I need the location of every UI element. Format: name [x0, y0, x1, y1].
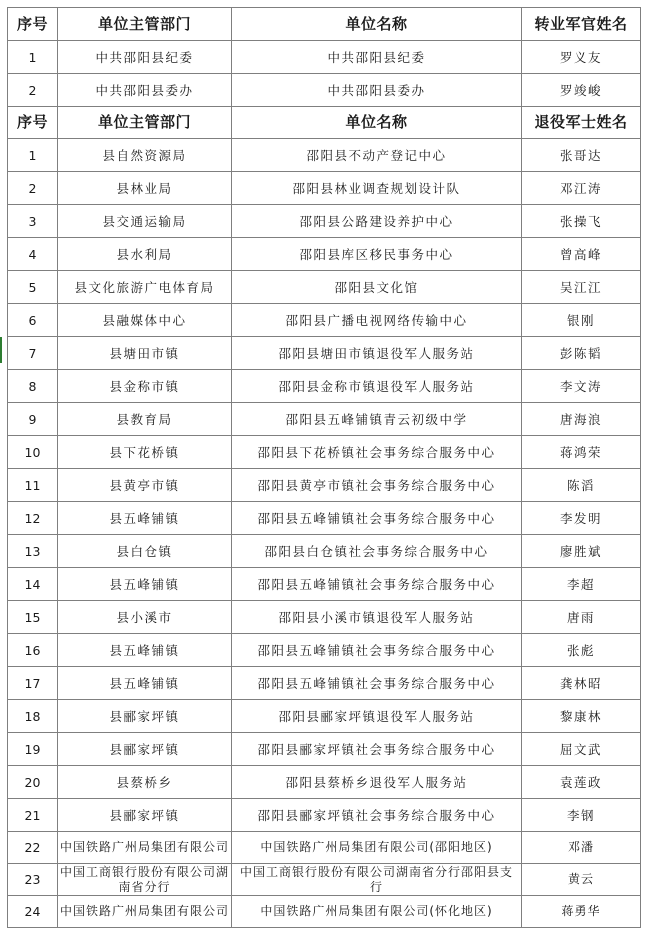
seq-cell: 1 — [8, 139, 58, 172]
unit-cell: 中共邵阳县纪委 — [232, 41, 522, 74]
seq-cell: 6 — [8, 304, 58, 337]
name-cell: 李发明 — [522, 502, 641, 535]
table-row — [8, 304, 641, 337]
dept-cell: 中国铁路广州局集团有限公司 — [58, 832, 232, 864]
seq-cell: 1 — [8, 41, 58, 74]
dept-cell: 县小溪市 — [58, 601, 232, 634]
unit-cell: 邵阳县库区移民事务中心 — [232, 238, 522, 271]
unit-cell: 邵阳县公路建设养护中心 — [232, 205, 522, 238]
table-row — [8, 469, 641, 502]
table-row — [8, 568, 641, 601]
name-cell: 李文涛 — [522, 370, 641, 403]
name-cell: 黄云 — [522, 864, 641, 896]
dept-cell: 县塘田市镇 — [58, 337, 232, 370]
seq-cell: 11 — [8, 469, 58, 502]
seq-cell: 4 — [8, 238, 58, 271]
header-unit: 单位名称 — [232, 107, 522, 139]
table-row — [8, 634, 641, 667]
table-row — [8, 502, 641, 535]
table-row — [8, 799, 641, 832]
unit-cell: 邵阳县郦家坪镇社会事务综合服务中心 — [232, 733, 522, 766]
name-cell: 邓江涛 — [522, 172, 641, 205]
seq-cell: 14 — [8, 568, 58, 601]
name-cell: 彭陈韬 — [522, 337, 641, 370]
dept-cell: 县金称市镇 — [58, 370, 232, 403]
seq-cell: 9 — [8, 403, 58, 436]
unit-cell: 邵阳县不动产登记中心 — [232, 139, 522, 172]
name-cell: 廖胜斌 — [522, 535, 641, 568]
seq-cell: 10 — [8, 436, 58, 469]
name-cell: 唐雨 — [522, 601, 641, 634]
table-row — [8, 896, 641, 928]
dept-cell: 县水利局 — [58, 238, 232, 271]
dept-cell: 县五峰铺镇 — [58, 568, 232, 601]
seq-cell: 15 — [8, 601, 58, 634]
assignment-table — [7, 7, 641, 928]
name-cell: 张哥达 — [522, 139, 641, 172]
dept-cell: 中共邵阳县委办 — [58, 74, 232, 107]
table-row — [8, 766, 641, 799]
unit-cell: 邵阳县金称市镇退役军人服务站 — [232, 370, 522, 403]
name-cell: 唐海浪 — [522, 403, 641, 436]
unit-cell: 中国铁路广州局集团有限公司(怀化地区) — [232, 896, 522, 928]
dept-cell: 县林业局 — [58, 172, 232, 205]
seq-cell: 23 — [8, 864, 58, 896]
name-cell: 银刚 — [522, 304, 641, 337]
seq-cell: 13 — [8, 535, 58, 568]
dept-cell: 县郦家坪镇 — [58, 799, 232, 832]
dept-cell: 县郦家坪镇 — [58, 700, 232, 733]
seq-cell: 16 — [8, 634, 58, 667]
dept-cell: 县下花桥镇 — [58, 436, 232, 469]
unit-cell: 邵阳县广播电视网络传输中心 — [232, 304, 522, 337]
seq-cell: 3 — [8, 205, 58, 238]
unit-cell: 邵阳县林业调查规划设计队 — [232, 172, 522, 205]
header-dept: 单位主管部门 — [58, 8, 232, 41]
row-selection-marker — [0, 337, 2, 363]
seq-cell: 2 — [8, 74, 58, 107]
name-cell: 张彪 — [522, 634, 641, 667]
seq-cell: 18 — [8, 700, 58, 733]
unit-cell: 邵阳县五峰铺镇青云初级中学 — [232, 403, 522, 436]
dept-cell: 县五峰铺镇 — [58, 634, 232, 667]
table-row — [8, 337, 641, 370]
unit-cell: 邵阳县五峰铺镇社会事务综合服务中心 — [232, 667, 522, 700]
seq-cell: 22 — [8, 832, 58, 864]
name-cell: 蒋鸿荣 — [522, 436, 641, 469]
table-row — [8, 667, 641, 700]
name-cell: 曾高峰 — [522, 238, 641, 271]
seq-cell: 20 — [8, 766, 58, 799]
table-row — [8, 700, 641, 733]
name-cell: 李钢 — [522, 799, 641, 832]
table-row — [8, 436, 641, 469]
name-cell: 蒋勇华 — [522, 896, 641, 928]
name-cell: 龚林昭 — [522, 667, 641, 700]
unit-cell: 邵阳县五峰铺镇社会事务综合服务中心 — [232, 502, 522, 535]
unit-cell: 邵阳县蔡桥乡退役军人服务站 — [232, 766, 522, 799]
unit-cell: 中共邵阳县委办 — [232, 74, 522, 107]
unit-cell: 邵阳县下花桥镇社会事务综合服务中心 — [232, 436, 522, 469]
table-row — [8, 271, 641, 304]
name-cell: 罗义友 — [522, 41, 641, 74]
seq-cell: 5 — [8, 271, 58, 304]
table-row — [8, 403, 641, 436]
dept-cell: 中国铁路广州局集团有限公司 — [58, 896, 232, 928]
dept-cell: 县白仓镇 — [58, 535, 232, 568]
name-cell: 黎康林 — [522, 700, 641, 733]
header-seq: 序号 — [8, 107, 58, 139]
table-row — [8, 864, 641, 896]
dept-cell: 县黄亭市镇 — [58, 469, 232, 502]
name-cell: 吴江江 — [522, 271, 641, 304]
dept-cell: 县自然资源局 — [58, 139, 232, 172]
unit-cell: 邵阳县五峰铺镇社会事务综合服务中心 — [232, 568, 522, 601]
seq-cell: 21 — [8, 799, 58, 832]
header-name: 退役军士姓名 — [522, 107, 641, 139]
name-cell: 张操飞 — [522, 205, 641, 238]
unit-cell: 邵阳县郦家坪镇社会事务综合服务中心 — [232, 799, 522, 832]
table-row — [8, 139, 641, 172]
unit-cell: 中国铁路广州局集团有限公司(邵阳地区) — [232, 832, 522, 864]
unit-cell: 邵阳县文化馆 — [232, 271, 522, 304]
header-row — [8, 8, 641, 41]
unit-cell: 中国工商银行股份有限公司湖南省分行邵阳县支行 — [232, 864, 522, 896]
table-row — [8, 172, 641, 205]
table-row — [8, 832, 641, 864]
seq-cell: 12 — [8, 502, 58, 535]
header-seq: 序号 — [8, 8, 58, 41]
table-row — [8, 733, 641, 766]
seq-cell: 17 — [8, 667, 58, 700]
header-dept: 单位主管部门 — [58, 107, 232, 139]
dept-cell: 县五峰铺镇 — [58, 667, 232, 700]
seq-cell: 2 — [8, 172, 58, 205]
seq-cell: 24 — [8, 896, 58, 928]
dept-cell: 县郦家坪镇 — [58, 733, 232, 766]
table-row — [8, 238, 641, 271]
dept-cell: 中共邵阳县纪委 — [58, 41, 232, 74]
unit-cell: 邵阳县白仓镇社会事务综合服务中心 — [232, 535, 522, 568]
table-row — [8, 74, 641, 107]
header-unit: 单位名称 — [232, 8, 522, 41]
seq-cell: 8 — [8, 370, 58, 403]
seq-cell: 19 — [8, 733, 58, 766]
seq-cell: 7 — [8, 337, 58, 370]
dept-cell: 县融媒体中心 — [58, 304, 232, 337]
table-row — [8, 535, 641, 568]
dept-cell: 县文化旅游广电体育局 — [58, 271, 232, 304]
table-row — [8, 370, 641, 403]
name-cell: 陈滔 — [522, 469, 641, 502]
dept-cell: 县教育局 — [58, 403, 232, 436]
unit-cell: 邵阳县小溪市镇退役军人服务站 — [232, 601, 522, 634]
unit-cell: 邵阳县郦家坪镇退役军人服务站 — [232, 700, 522, 733]
header-name: 转业军官姓名 — [522, 8, 641, 41]
dept-cell: 县交通运输局 — [58, 205, 232, 238]
name-cell: 屈文武 — [522, 733, 641, 766]
name-cell: 邓潘 — [522, 832, 641, 864]
table-row — [8, 205, 641, 238]
table-row — [8, 601, 641, 634]
dept-cell: 县五峰铺镇 — [58, 502, 232, 535]
dept-cell: 中国工商银行股份有限公司湖南省分行 — [58, 864, 232, 896]
unit-cell: 邵阳县塘田市镇退役军人服务站 — [232, 337, 522, 370]
header-row — [8, 107, 641, 139]
table-row — [8, 41, 641, 74]
unit-cell: 邵阳县黄亭市镇社会事务综合服务中心 — [232, 469, 522, 502]
unit-cell: 邵阳县五峰铺镇社会事务综合服务中心 — [232, 634, 522, 667]
dept-cell: 县蔡桥乡 — [58, 766, 232, 799]
name-cell: 李超 — [522, 568, 641, 601]
name-cell: 罗竣峻 — [522, 74, 641, 107]
name-cell: 袁莲政 — [522, 766, 641, 799]
